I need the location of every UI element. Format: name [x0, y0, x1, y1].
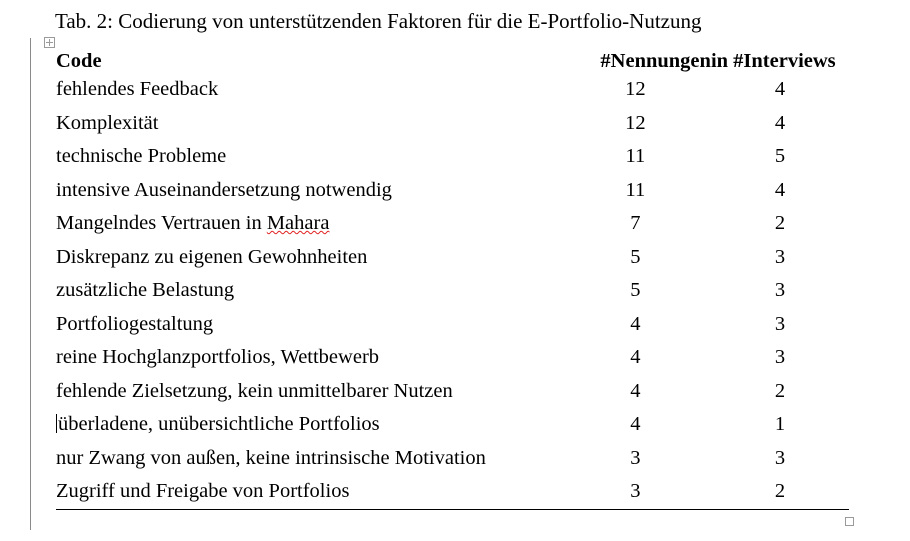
cell-interviews: 2	[774, 212, 786, 234]
cell-mentions: 11	[625, 145, 646, 167]
table-header	[56, 50, 849, 73]
table-row	[56, 375, 849, 409]
table-row	[56, 174, 849, 208]
table-caption: Tab. 2: Codierung von unterstützenden Faktoren für die E-Portfolio-Nutzung	[55, 9, 702, 33]
column-header-code: Code	[56, 50, 102, 72]
cell-interviews: 3	[774, 312, 786, 335]
cell-interviews: 3	[774, 245, 786, 268]
cell-code: Zugriff und Freigabe von Portfolios	[56, 475, 560, 509]
codes-table	[56, 50, 849, 510]
cell-code	[56, 207, 560, 241]
cell-interviews: 2	[711, 475, 849, 509]
text-cursor	[56, 414, 57, 433]
table-resize-handle-icon[interactable]	[845, 517, 854, 526]
table-row	[56, 274, 849, 308]
table-row	[56, 475, 849, 509]
cell-code-text: Mangelndes Vertrauen in	[56, 212, 267, 234]
column-header-interviews: in #Interviews	[710, 50, 836, 72]
table-frame-left-rule	[30, 38, 31, 530]
table-header-row	[56, 50, 849, 73]
cell-code-text: überladene, unübersichtliche Portfolios	[58, 413, 380, 435]
cell-mentions: 12	[625, 78, 646, 100]
cell-mentions: 5	[630, 245, 641, 268]
cell-interviews: 4	[774, 111, 786, 134]
table-row	[56, 308, 849, 342]
table-move-handle-icon[interactable]	[44, 37, 55, 48]
cell-code	[56, 408, 560, 442]
cell-interviews: 3	[774, 279, 786, 301]
cell-mentions: 11	[625, 178, 646, 201]
cell-code: fehlende Zielsetzung, kein unmittelbarer Nutzen	[56, 379, 453, 402]
cell-interviews: 4	[774, 178, 786, 201]
cell-code: technische Probleme	[56, 145, 227, 167]
cell-mentions: 4	[630, 312, 641, 335]
table-row	[56, 73, 849, 107]
cell-interviews: 3	[774, 446, 786, 469]
cell-mentions: 7	[630, 212, 641, 234]
cell-code: Diskrepanz zu eigenen Gewohnheiten	[56, 245, 368, 268]
cell-interviews: 1	[774, 413, 786, 435]
cell-mentions: 12	[625, 111, 646, 134]
table-row	[56, 207, 849, 241]
cell-mentions: 3	[630, 446, 641, 469]
cell-code: Portfoliogestaltung	[56, 312, 214, 335]
cell-code: intensive Auseinandersetzung notwendig	[56, 178, 392, 201]
cell-interviews: 5	[774, 145, 786, 167]
table-row	[56, 341, 849, 375]
cell-mentions: 4	[630, 346, 641, 368]
table-body	[56, 73, 849, 509]
cell-code: zusätzliche Belastung	[56, 279, 235, 301]
misspelled-word: Mahara	[266, 212, 330, 234]
cell-code: reine Hochglanzportfolios, Wettbewerb	[56, 346, 380, 368]
cell-mentions: 3	[560, 475, 711, 509]
cell-code: fehlendes Feedback	[56, 78, 219, 100]
cell-interviews: 4	[774, 78, 786, 100]
table-row	[56, 408, 849, 442]
cell-code: Komplexität	[56, 111, 159, 134]
table-row	[56, 442, 849, 476]
cell-interviews: 2	[774, 379, 786, 402]
cell-interviews: 3	[774, 346, 786, 368]
table-row	[56, 140, 849, 174]
table-row	[56, 241, 849, 275]
cell-mentions: 5	[630, 279, 641, 301]
cell-code: nur Zwang von außen, keine intrinsische Motivation	[56, 446, 486, 469]
cell-mentions: 4	[630, 413, 641, 435]
column-header-mentions: #Nennungen	[600, 50, 711, 72]
table-row	[56, 107, 849, 141]
cell-mentions: 4	[630, 379, 641, 402]
